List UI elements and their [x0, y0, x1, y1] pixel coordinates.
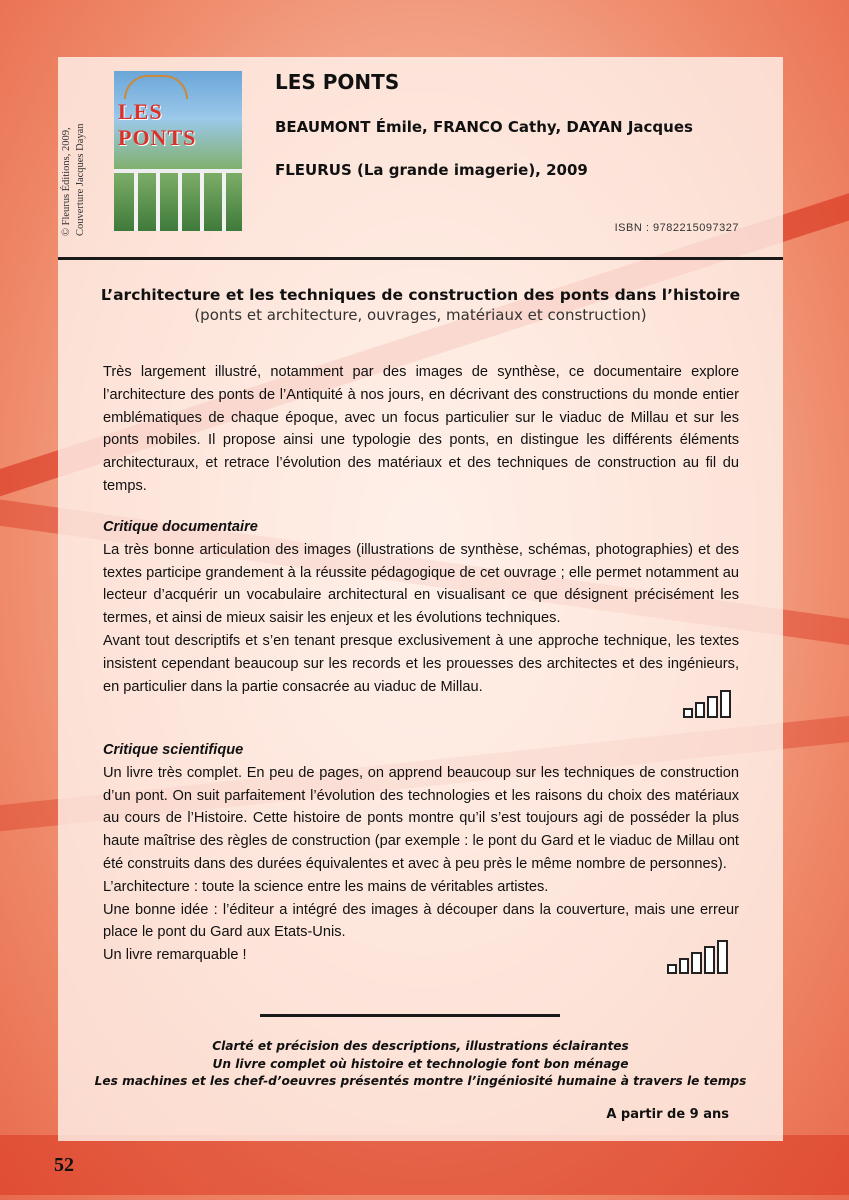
summary-line: Les machines et les chef-d’oeuvres présentés montre l’ingéniosité humaine à travers le temps: [94, 1074, 747, 1088]
cover-pylon: [134, 173, 138, 231]
cover-title: LES PONTS: [118, 99, 197, 150]
cover-pylon: [178, 173, 182, 231]
critique-sci-paragraph: Une bonne idée : l’éditeur a intégré des images à découper dans la couverture, mais une erreur place le pont du Gard aux Etats-Unis.: [103, 901, 739, 941]
summary-line: Clarté et précision des descriptions, illustrations éclairantes: [212, 1039, 629, 1053]
credit-line: © Fleurus Éditions, 2009,: [61, 127, 72, 236]
book-cover-image: [114, 71, 242, 231]
background-stripe: [0, 1135, 849, 1195]
rating-bar-icon: [717, 940, 728, 974]
rating-bar-icon: [695, 702, 705, 718]
rating-bar-icon: [707, 696, 718, 718]
book-isbn: ISBN : 9782215097327: [614, 222, 739, 234]
scientific-rating: [667, 940, 728, 974]
subject-keywords: (ponts et architecture, ouvrages, matériaux et construction): [194, 306, 647, 324]
rating-bar-icon: [691, 952, 702, 974]
critique-doc-heading: Critique documentaire: [103, 519, 258, 535]
rating-bar-icon: [720, 690, 731, 718]
documentary-rating: [683, 690, 731, 718]
critique-doc-paragraph: La très bonne articulation des images (illustrations de synthèse, schémas, photographies) et des textes participe grandement à la réussite pédagogique de cet ouvrage ; elle permet notamment au lecteur d’acquérir un vocabulaire architectural en visualisant ce que désignent précisément les termes, et ainsi de mieux saisir les enjeux et les évolutions techniques.: [103, 541, 739, 627]
rating-bar-icon: [679, 958, 689, 974]
credit-line: Couverture Jacques Dayan: [75, 123, 86, 236]
age-recommendation: A partir de 9 ans: [606, 1107, 729, 1122]
divider: [58, 257, 783, 260]
rating-bar-icon: [667, 964, 677, 974]
cover-pylon: [200, 173, 204, 231]
page-number: 52: [54, 1154, 74, 1176]
summary-box: [58, 1038, 783, 1091]
critique-scientifique: [103, 739, 739, 967]
cover-arch: [124, 75, 188, 99]
summary-text: Très largement illustré, notamment par des images de synthèse, ce documentaire explore l’architecture des ponts de l’Antiquité à nos jours, en décrivant des constructions du monde entier emblématiques de chaque époque, avec un focus particulier sur le viaduc de Millau et sur les ponts mobiles. Il propose ainsi une typologie des ponts, en distingue les différents éléments architecturaux, et retrace l’évolution des matériaux et des techniques de construction au fil du temps.: [103, 364, 739, 494]
book-authors: BEAUMONT Émile, FRANCO Cathy, DAYAN Jacques: [275, 118, 693, 136]
critique-documentaire: [103, 516, 739, 698]
rating-bar-icon: [683, 708, 693, 718]
book-publisher: FLEURUS (La grande imagerie), 2009: [275, 161, 588, 179]
book-title: LES PONTS: [275, 70, 400, 94]
summary-paragraph: [103, 361, 739, 498]
cover-pylon: [156, 173, 160, 231]
critique-sci-paragraph: Un livre remarquable !: [103, 947, 247, 964]
divider: [260, 1014, 560, 1017]
critique-sci-paragraph: L’architecture : toute la science entre les mains de véritables artistes.: [103, 878, 549, 895]
cover-credit: [60, 56, 88, 236]
cover-pylon: [222, 173, 226, 231]
critique-sci-heading: Critique scientifique: [103, 742, 244, 758]
subject-title: L’architecture et les techniques de construction des ponts dans l’histoire: [100, 286, 741, 304]
rating-bar-icon: [704, 946, 715, 974]
critique-doc-paragraph: Avant tout descriptifs et s’en tenant presque exclusivement à une approche technique, les textes insistent cependant beaucoup sur les records et les prouesses des architectes et des ingénieurs, en particulier dans la partie consacrée au viaduc de Millau.: [103, 632, 739, 695]
summary-line: Un livre complet où histoire et technologie font bon ménage: [212, 1056, 629, 1071]
critique-sci-paragraph: Un livre très complet. En peu de pages, on apprend beaucoup sur les techniques de construction d’un pont. On suit parfaitement l’évolution des technologies et les raisons du choix des matériaux au cours de l’Histoire. Cette histoire de ponts montre qu’il s’est toujours agi de posséder la plus haute maîtrise des règles de construction (par exemple : le pont du Gard et le viaduc de Millau ont été construits dans des durées équivalentes et avec à peu près le même nombre de personnes).: [103, 764, 739, 872]
